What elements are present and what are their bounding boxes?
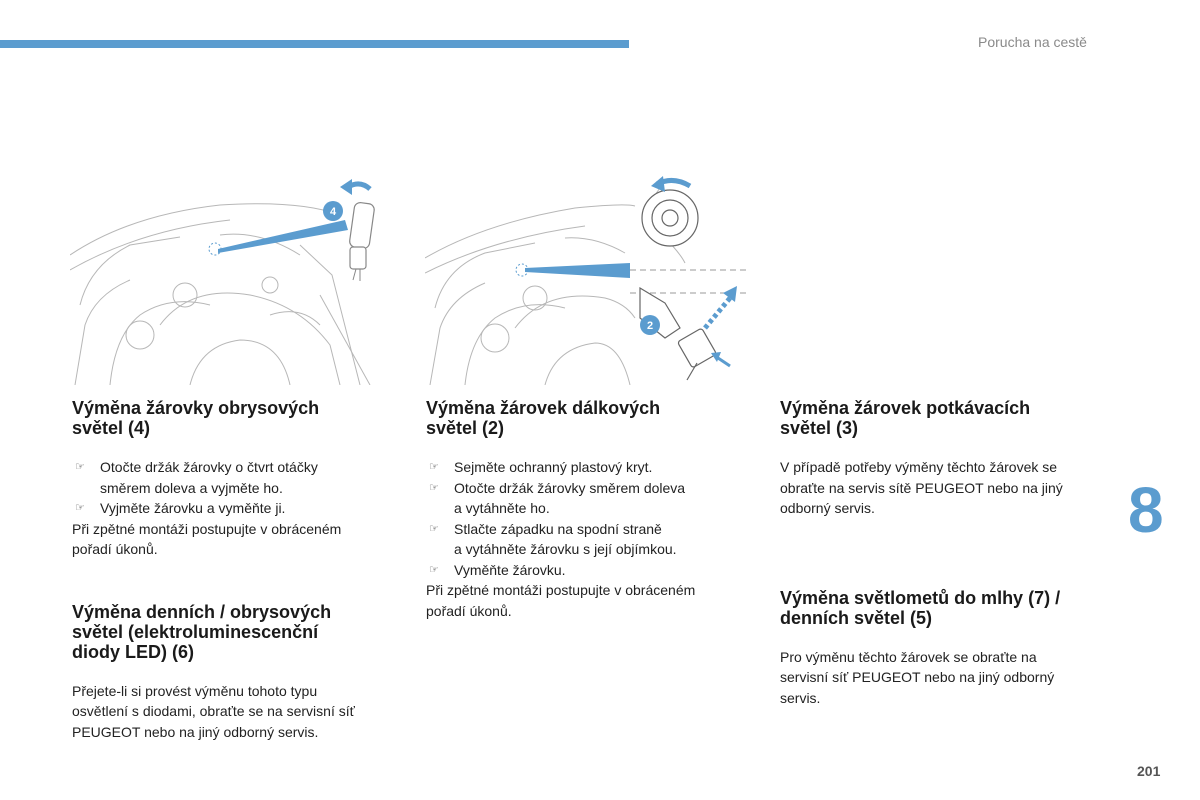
steps-high-beam — [426, 457, 756, 580]
hand-pointer-icon: ☞ — [75, 461, 85, 473]
heading-position-lights: Výměna žárovky obrysových světel (4) — [72, 398, 320, 438]
list-item: ☞ Vyměňte žárovku. — [426, 560, 756, 581]
reassembly-note: Při zpětné montáži postupujte v obráceném pořadí úkonů. — [426, 582, 696, 619]
heading-fog-lights: Výměna světlometů do mlhy (7) / denních světel (5) — [780, 587, 1061, 628]
heading-high-beam: Výměna žárovek dálkových světel (2) — [426, 398, 661, 438]
callout-2: 2 — [646, 320, 654, 332]
led-lights-text: Přejete-li si provést výměnu tohoto typu osvětlení s diodami, obraťte se na servisní síť PEUGEOT nebo na jiný odborný servis. — [72, 682, 355, 740]
page-number: 201 — [1137, 763, 1161, 779]
chapter-number: 8 — [1128, 474, 1164, 546]
heading-low-beam: Výměna žárovek potkávacích světel (3) — [780, 398, 1031, 438]
list-item: ☞ Sejměte ochranný plastový kryt. — [426, 457, 756, 478]
list-item: ☞ Stlačte západku na spodní straně a vytáhněte žárovku s její objímkou. — [429, 520, 677, 557]
section-title: Porucha na cestě — [978, 34, 1087, 50]
column-middle — [426, 398, 756, 621]
list-item: ☞ Vyjměte žárovku a vyměňte ji. — [72, 498, 402, 519]
illustration-position-light-bulb — [70, 175, 392, 385]
hand-pointer-icon: ☞ — [75, 502, 85, 514]
column-left — [72, 398, 402, 742]
column-right — [780, 398, 1110, 708]
list-item: ☞ Otočte držák žárovky směrem doleva a vytáhněte ho. — [429, 479, 686, 516]
illustration-high-beam-bulb — [425, 168, 755, 385]
heading-led-daytime-lights: Výměna denních / obrysových světel (elektroluminescenční diody LED) (6) — [72, 601, 332, 662]
reassembly-note: Při zpětné montáži postupujte v obráceném pořadí úkonů. — [72, 520, 342, 557]
hand-pointer-icon: ☞ — [429, 563, 439, 576]
header-accent-bar — [0, 40, 629, 48]
steps-position-lights — [72, 457, 402, 519]
hand-pointer-icon: ☞ — [429, 481, 439, 494]
fog-lights-text: Pro výměnu těchto žárovek se obraťte na servisní síť PEUGEOT nebo na jiný odborný servis. — [780, 648, 1055, 706]
list-item: ☞ Otočte držák žárovky o čtvrt otáčky směrem doleva a vyjměte ho. — [75, 459, 318, 496]
hand-pointer-icon: ☞ — [429, 461, 439, 473]
low-beam-text: V případě potřeby výměny těchto žárovek se obraťte na servis sítě PEUGEOT nebo na jiný odborný servis. — [780, 459, 1063, 516]
callout-4: 4 — [329, 206, 337, 218]
hand-pointer-icon: ☞ — [429, 522, 439, 535]
